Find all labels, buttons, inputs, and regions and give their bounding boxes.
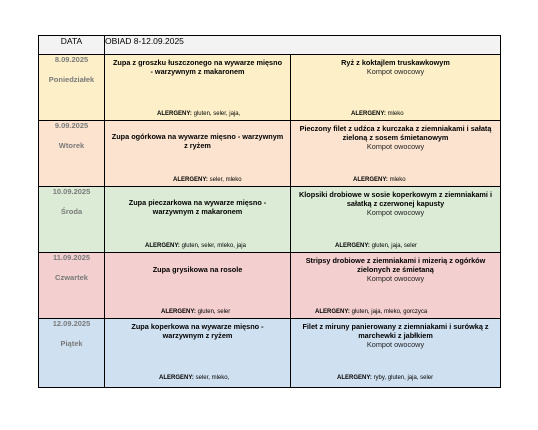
main-allergens: ALERGENY: mleko [351,111,404,117]
main-cell [291,187,501,253]
header-title: OBIAD 8-12.09.2025 [105,36,501,55]
day-name: Wtorek [58,141,85,150]
main-side: Kompot owocowy [366,207,425,217]
main-dish: Pieczony filet z udźca z kurczaka z ziemniakami i sałatą zieloną z sosem śmietanowym [299,124,492,142]
day-date: 12.09.2025 [52,319,91,328]
header-row [39,36,501,55]
date-cell [39,253,105,319]
main-allergens: ALERGENY: gluten, jaja, mleko, gorczyca [315,309,428,315]
day-row [39,187,501,253]
date-cell [39,319,105,388]
day-date: 8.09.2025 [54,55,89,64]
day-row [39,319,501,388]
main-allergens: ALERGENY: gluten, jaja, seler [335,243,417,249]
main-cell [291,319,501,388]
main-dish: Filet z miruny panierowany z ziemniakami i surówką z marchewki z jabłkiem [302,322,489,340]
main-cell [291,121,501,187]
main-allergens: ALERGENY: ryby, gluten, jaja, seler [337,375,434,381]
date-cell [39,121,105,187]
main-side: Kompot owocowy [366,273,425,283]
date-cell [39,55,105,121]
day-name: Środa [60,207,83,216]
soup-name: Zupa pieczarkowa na wywarze mięsno - warzywnym z makaronem [128,198,267,216]
header-date: DATA [39,36,105,55]
main-dish: Stripsy drobiowe z ziemniakami i mizerią z ogórków zielonych ze śmietaną [305,256,486,274]
soup-allergens: ALERGENY: gluten, seler [161,309,231,315]
main-side: Kompot owocowy [366,141,425,151]
soup-cell [105,121,291,187]
soup-allergens: ALERGENY: seler, mleko [173,177,242,183]
day-name: Piątek [60,339,83,348]
soup-allergens: ALERGENY: gluten, seler, jaja, [157,111,241,117]
day-row [39,253,501,319]
main-side: Kompot owocowy [366,66,425,76]
day-date: 9.09.2025 [54,121,89,130]
main-side: Kompot owocowy [366,339,425,349]
day-row [39,55,501,121]
soup-cell [105,253,291,319]
soup-cell [105,187,291,253]
day-name: Czwartek [55,273,88,282]
soup-cell [105,55,291,121]
day-date: 10.09.2025 [52,187,91,196]
menu-table [38,35,501,388]
soup-name: Zupa z groszku łuszczonego na wywarze mięsno - warzywnym z makaronem [112,58,283,76]
main-dish: Klopsiki drobiowe w sosie koperkowym z ziemniakami i sałatką z czerwonej kapusty [298,190,493,208]
soup-allergens: ALERGENY: seler, mleko, [159,375,230,381]
soup-allergens: ALERGENY: gluten, seler, mleko, jaja [145,243,246,249]
main-allergens: ALERGENY: mleko [353,177,406,183]
day-row [39,121,501,187]
main-cell [291,253,501,319]
soup-name: Zupa koperkowa na wywarze mięsno - warzywnym z ryżem [131,322,264,340]
soup-name: Zupa ogórkowa na wywarze mięsno - warzywnym z ryżem [111,132,284,150]
soup-name: Zupa grysikowa na rosole [152,265,243,274]
date-cell [39,187,105,253]
soup-cell [105,319,291,388]
main-dish: Ryż z koktajlem truskawkowym [341,58,450,67]
day-date: 11.09.2025 [52,253,91,262]
main-cell [291,55,501,121]
day-name: Poniedziałek [48,75,95,84]
